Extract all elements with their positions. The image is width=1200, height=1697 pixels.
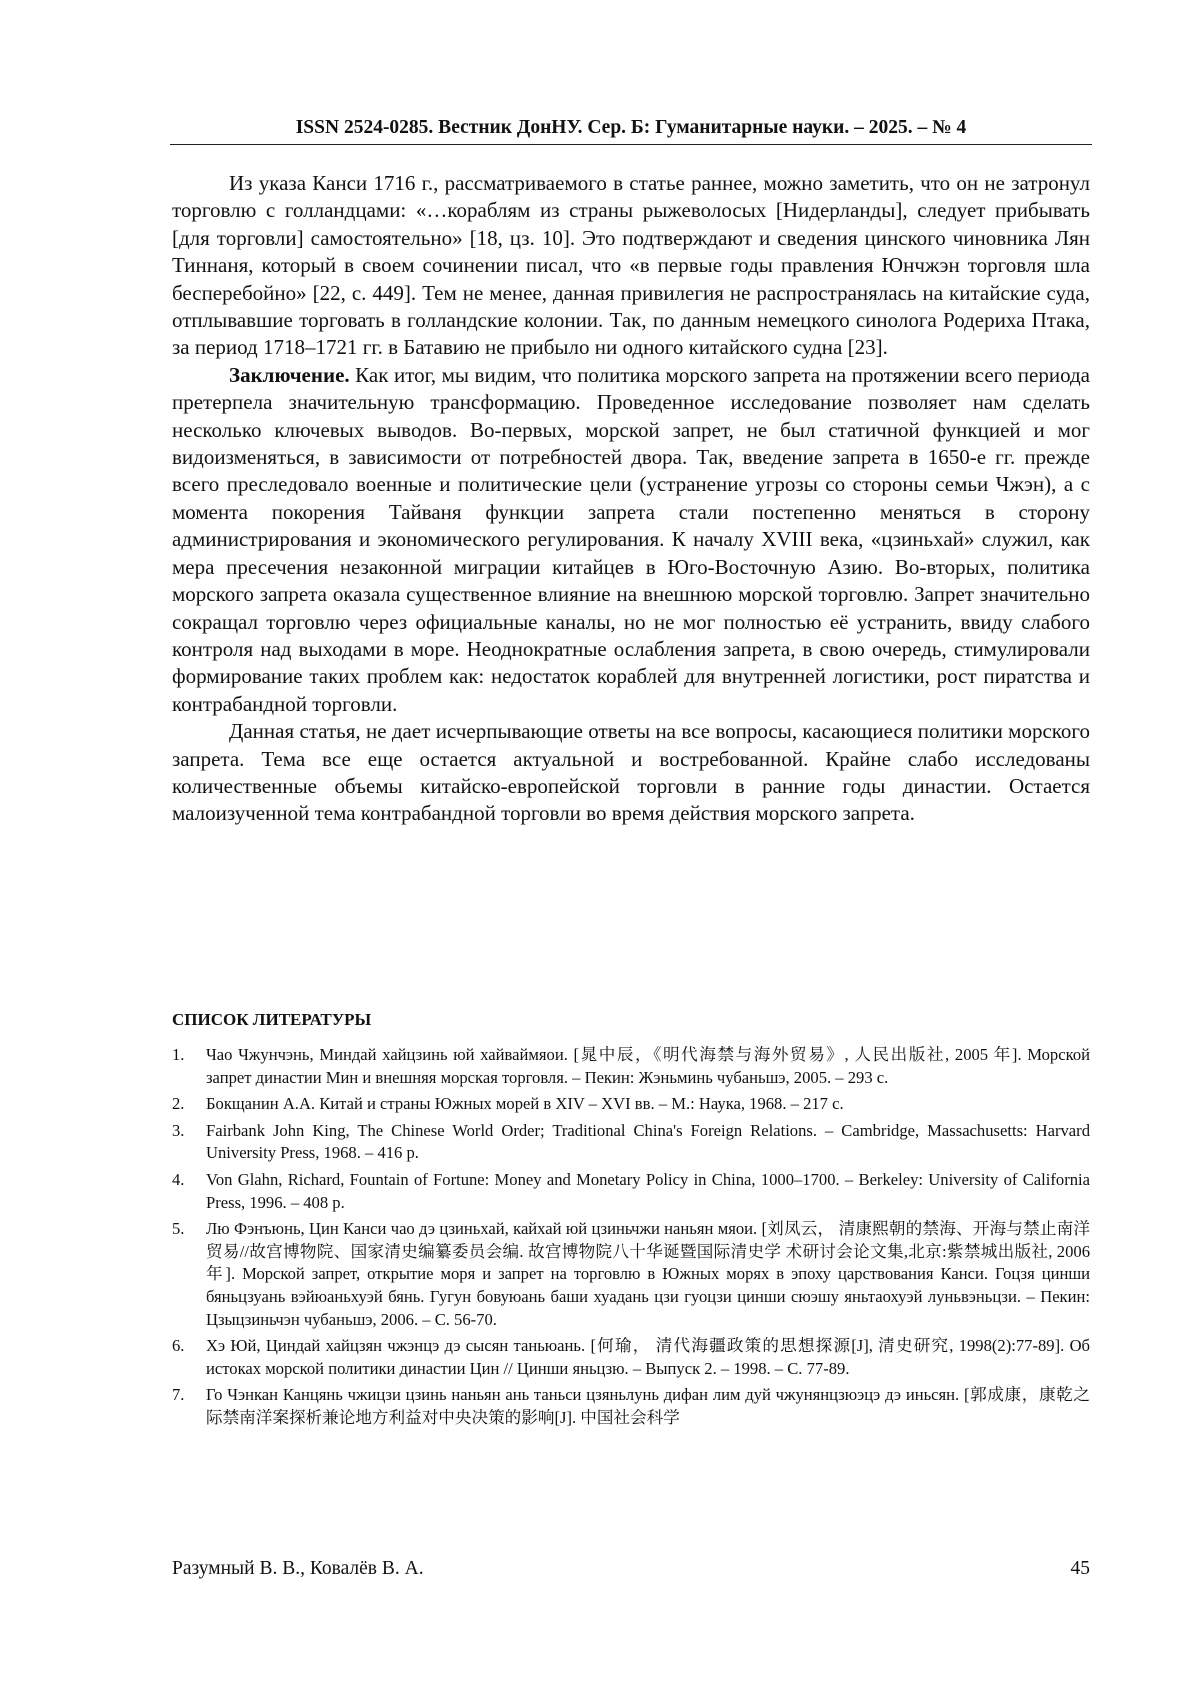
reference-text: Го Чэнкан Канцянь чжицзи цзинь наньян ань таньси цзяньлунь дифан лим дуй чжунянцзюэцэ дэ иньсян. [郭成康，康乾之际禁南洋案探析兼论地方利益对中央决策的影响[J]. 中国社会科学	[206, 1385, 1090, 1427]
reference-text: Лю Фэнъюнь, Цин Канси чао дэ цзиньхай, кайхай юй цзиньчжи наньян мяои. [刘凤云， 清康熙朝的禁海、开海与禁止南洋贸易//故宫博物院、国家清史编纂委员会编. 故宫博物院八十华诞暨国际清史学 术研讨会论文集,北京:紫禁城出版社, 2006 年]. Морской запрет, открытие моря и запрет на торговлю в Южных морях в эпоху царствования Канси. Гоцзя цинши бяньцзуань вэйюаньхуэй бянь. Гугун бовуюань баши хуадань цзи гуоцзи цинши сюэшу яньтаохуэй луньвэньцзи. – Пекин: Цзыцзиньчэн чубаньшэ, 2006. – С. 56-70.	[206, 1219, 1090, 1329]
reference-number: 3.	[172, 1120, 185, 1140]
references-title: СПИСОК ЛИТЕРАТУРЫ	[172, 1010, 372, 1029]
reference-number: 2.	[172, 1094, 185, 1114]
reference-number: 4.	[172, 1169, 185, 1189]
reference-number: 5.	[172, 1219, 185, 1239]
body-paragraph: Из указа Канси 1716 г., рассматриваемого в статье раннее, можно заметить, что он не затронул торговлю с голландцами: «…кораблям из страны рыжеволосых [Нидерланды], следует прибывать [для торговли] самостоятельно» [18, цз. 10]. Это подтверждают и сведения цинского чиновника Лян Тиннаня, который в своем сочинении писал, что «в первые годы правления Юнчжэн торговля шла бесперебойно» [22, с. 449]. Тем не менее, данная привилегия не распространялась на китайские суда, отплывавшие торговать в голландские колонии. Так, по данным немецкого синолога Родериха Птака, за период 1718–1721 гг. в Батавию не прибыло ни одного китайского судна [23].	[172, 171, 1090, 360]
reference-item	[172, 1093, 1090, 1116]
reference-text: Бокщанин А.А. Китай и страны Южных морей в XIV – XVI вв. – М.: Наука, 1968. – 217 с.	[206, 1094, 844, 1114]
reference-item	[172, 1169, 1090, 1214]
conclusion-heading: Заключение.	[229, 362, 350, 387]
reference-text: Fairbank John King, The Chinese World Order; Traditional China's Foreign Relations. – Cambridge, Massachusetts: Harvard University Press, 1968. – 416 p.	[206, 1120, 1090, 1163]
reference-number: 6.	[172, 1336, 185, 1356]
reference-text: Von Glahn, Richard, Fountain of Fortune: Money and Monetary Policy in China, 1000–1700. – Berkeley: University of California Press, 1996. – 408 p.	[206, 1169, 1090, 1212]
body-paragraph: Данная статья, не дает исчерпывающие ответы на все вопросы, касающиеся политики морского запрета. Тема все еще остается актуальной и востребованной. Крайне слабо исследованы количественные объемы китайско-европейской торговли в ранние годы династии. Остается малоизученной тема контрабандной торговли во время действия морского запрета.	[172, 719, 1090, 826]
journal-header: ISSN 2524-0285. Вестник ДонНУ. Сер. Б: Гуманитарные науки. – 2025. – № 4	[170, 114, 1092, 145]
article-body	[172, 170, 1090, 828]
reference-number: 7.	[172, 1385, 185, 1405]
reference-item	[172, 1044, 1090, 1089]
conclusion-paragraph	[172, 362, 1090, 718]
reference-text: Чао Чжунчэнь, Миндай хайцзинь юй хайваймяои. [晁中辰，《明代海禁与海外贸易》, 人民出版社, 2005 年]. Морской запрет династии Мин и внешняя морская торговля. – Пекин: Жэньминь чубаньшэ, 2005. – 293 с.	[206, 1045, 1090, 1087]
reference-item	[172, 1218, 1090, 1331]
footer-authors: Разумный В. В., Ковалёв В. А.	[172, 1558, 424, 1579]
reference-number: 1.	[172, 1045, 185, 1064]
references-list	[172, 1044, 1090, 1434]
conclusion-text: Как итог, мы видим, что политика морского запрета на протяжении всего периода претерпела значительную трансформацию. Проведенное исследование позволяет нам сделать несколько ключевых выводов. Во-первых, морской запрет, не был статичной функцией и мог видоизменяться, в зависимости от потребностей двора. Так, введение запрета в 1650-е гг. прежде всего преследовало военные и политические цели (устранение угрозы со стороны семьи Чжэн), а с момента покорения Тайваня функции запрета стали постепенно меняться в сторону администрирования и экономического регулирования. К началу XVIII века, «цзиньхай» служил, как мера пресечения незаконной миграции китайцев в Юго-Восточную Азию. Во-вторых, политика морского запрета оказала существенное влияние на внешнюю морской торговлю. Запрет значительно сокращал торговлю через официальные каналы, но не мог полностью её устранить, ввиду слабого контроля над выходами в море. Неоднократные ослабления запрета, в свою очередь, стимулировали формирование таких проблем как: недостаток кораблей для внутренней логистики, рост пиратства и контрабандной торговли.	[172, 362, 1090, 716]
page-number: 45	[1070, 1558, 1090, 1579]
reference-item	[172, 1384, 1090, 1429]
reference-item	[172, 1335, 1090, 1380]
reference-item	[172, 1120, 1090, 1165]
reference-text: Хэ Юй, Циндай хайцзян чжэнцэ дэ сысян таньюань. [何瑜， 清代海疆政策的思想探源[J], 清史研究, 1998(2):77-89]. Об истоках морской политики династии Цин // Цинши яньцзю. – Выпуск 2. – 1998. – С. 77-89.	[206, 1336, 1090, 1378]
